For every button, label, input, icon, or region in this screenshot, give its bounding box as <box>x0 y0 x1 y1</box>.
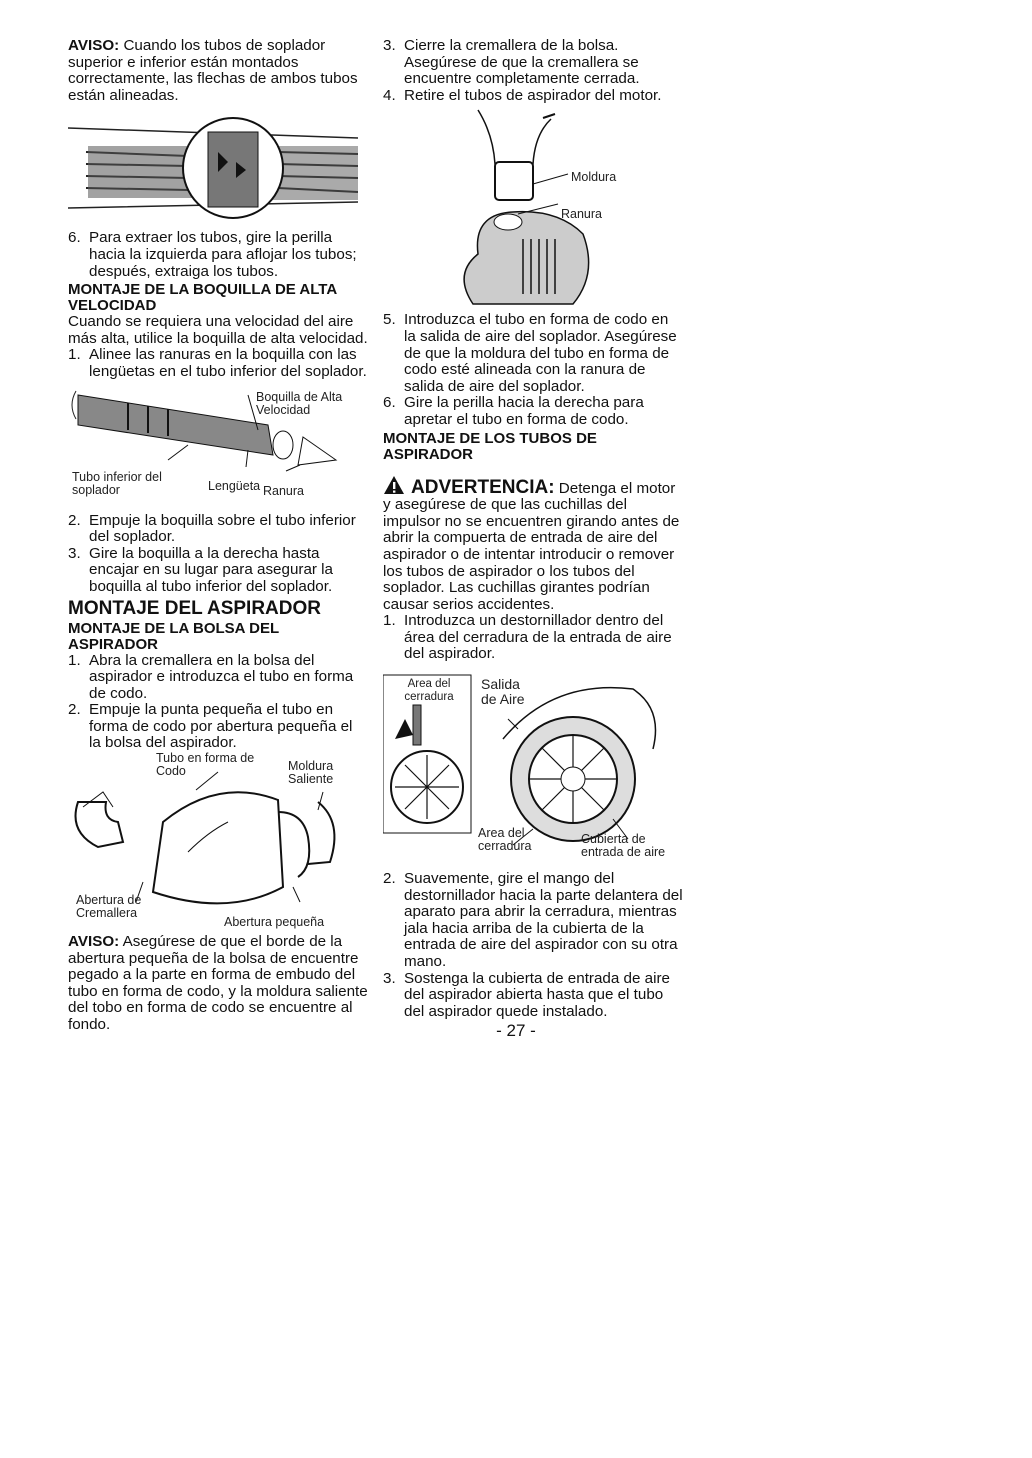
label-salida-aire: Salida de Aire <box>481 676 525 708</box>
heading-bolsa: MONTAJE DE LA BOLSA DEL ASPIRADOR <box>68 619 279 653</box>
list-item: 4. Retire el tubos de aspirador del motor. <box>383 86 662 104</box>
nozzle-figure <box>68 385 358 505</box>
list-item: 3. Cierre la cremallera de la bolsa. Asegúrese de que la cremallera se encuentre completamente cerrada. <box>383 37 640 88</box>
label-boquilla: Boquilla de Alta Velocidad <box>256 389 343 417</box>
list-item: 5. Introduzca el tubo en forma de codo en la salida de aire del soplador. Asegúrese de que la moldura del tubo en forma de codo esté alineada con la ranura de salida de aire del soplador. <box>383 311 677 395</box>
label-area-cerradura-box: Area del cerradura <box>404 678 454 704</box>
right-column <box>383 38 683 1020</box>
list-item: 1. Abra la cremallera en la bolsa del aspirador e introduzca el tubo en forma de codo. <box>68 651 354 702</box>
steps-a <box>383 38 683 104</box>
label-moldura: Moldura <box>571 170 617 185</box>
label-area-cerradura: Area del cerradura <box>478 826 532 854</box>
steps-6 <box>68 230 368 280</box>
steps-b <box>383 312 683 428</box>
boquilla-steps-a <box>68 347 368 380</box>
list-item: 2. Suavemente, gire el mango del destornillador hacia la parte delantera del aparato para abrir la cerradura, mientras jala hacia arriba de la cubierta de la entrada de aire del aspirador con su otra mano. <box>383 870 683 971</box>
step-1 <box>383 613 683 663</box>
label-lengueta: Lengüeta <box>208 478 261 493</box>
label-abertura-cremallera: Abertura de Cremallera <box>76 893 142 921</box>
tubes-illustration <box>68 112 358 224</box>
bolsa-steps <box>68 653 368 753</box>
label-cubierta: Cubierta de entrada de aire <box>581 832 666 860</box>
label-tubo-codo: Tubo en forma de Codo <box>156 751 255 779</box>
boquilla-intro: Cuando se requiera una velocidad del aire más alta, utilice la boquilla de alta velocidad. <box>68 313 368 347</box>
heading-aspirador: MONTAJE DEL ASPIRADOR <box>68 597 322 619</box>
warning: ADVERTENCIA: Detenga el motor y asegúrese de que las cuchillas del impulsor no se encuentren girando antes de abrir la compuerta de entrada de aire del aspirador o de intentar introducir o remover los tubos de aspirador o los tubos del soplador. Las cuchillas girantes podrían causar serios accidentes. <box>383 476 680 613</box>
list-item: 1. Introduzca un destornillador dentro del área del cerradura de la entrada de aire del aspirador. <box>383 612 672 663</box>
tube-figure <box>383 104 673 312</box>
latch-figure <box>383 669 673 865</box>
aviso-2: AVISO: Asegúrese de que el borde de la abertura pequeña de la bolsa de encuentre pegado a la parte en forma de embudo del tubo en forma de codo, y la moldura saliente del tobo en forma de codo se encuentre al fondo. <box>68 933 368 1034</box>
left-column <box>68 38 368 1034</box>
label-moldura-saliente: Moldura Saliente <box>288 759 334 787</box>
warning-icon <box>383 475 405 495</box>
list-item: 1. Alinee las ranuras en la boquilla con las lengüetas en el tubo inferior del soplador. <box>68 346 367 380</box>
page-number: - 27 - <box>496 1021 536 1040</box>
list-item: 3. Sostenga la cubierta de entrada de aire del aspirador abierta hasta que el tubo del aspirador quede instalado. <box>383 969 670 1020</box>
boquilla-steps-b <box>68 513 368 596</box>
label-tubo-inferior: Tubo inferior del soplador <box>72 469 162 497</box>
heading-tubos: MONTAJE DE LOS TUBOS DE ASPIRADOR <box>383 429 597 463</box>
tube-engine-illustration <box>383 104 673 312</box>
label-ranura-nozzle: Ranura <box>263 483 304 498</box>
tubes-figure <box>68 112 358 224</box>
list-item: 2. Empuje la punta pequeña el tubo en forma de codo por abertura pequeña el la bolsa del aspirador. <box>68 701 353 752</box>
label-abertura-pequena: Abertura pequeña <box>224 915 325 930</box>
list-item: 6. Gire la perilla hacia la derecha para apretar el tubo en forma de codo. <box>383 394 644 428</box>
steps-c <box>383 871 683 1020</box>
list-item: 3. Gire la boquilla a la derecha hasta encajar en su lugar para asegurar la boquilla al tubo inferior del soplador. <box>68 544 333 595</box>
heading-boquilla: MONTAJE DE LA BOQUILLA DE ALTA VELOCIDAD <box>68 281 337 315</box>
aviso-1: AVISO: Cuando los tubos de soplador superior e inferior están montados correctamente, las flechas de ambos tubos están alineadas. <box>68 37 358 104</box>
label-ranura-tube: Ranura <box>561 207 602 222</box>
bag-figure <box>68 752 358 928</box>
list-item: 6. Para extraer los tubos, gire la perilla hacia la izquierda para aflojar los tubos; después, extraiga los tubos. <box>68 229 357 280</box>
list-item: 2. Empuje la boquilla sobre el tubo inferior del soplador. <box>68 511 356 546</box>
